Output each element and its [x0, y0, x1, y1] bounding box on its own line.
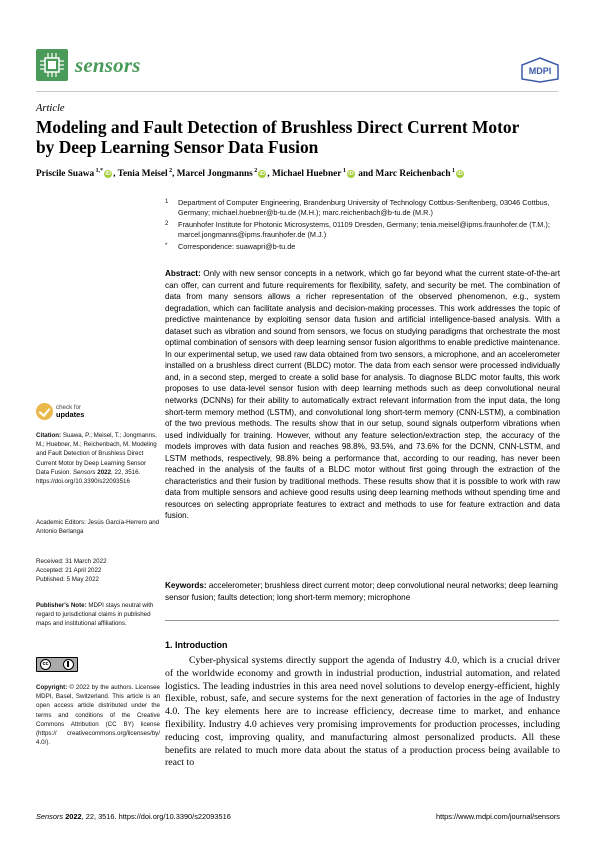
affiliation-item: [165, 220, 565, 240]
cc-by-license-icon[interactable]: [36, 657, 78, 672]
citation-year: 2022: [97, 468, 112, 476]
affiliation-mark: *: [165, 242, 168, 249]
citation-block: [36, 431, 160, 486]
keywords-label: Keywords:: [165, 581, 207, 590]
section-heading: 1. Introduction: [165, 640, 228, 650]
cc-icon: cc: [40, 659, 51, 670]
orcid-icon[interactable]: iD: [457, 170, 463, 177]
affiliation-mark: 1: [165, 199, 169, 205]
abstract: [165, 268, 560, 522]
introduction-paragraph: Cyber-physical systems directly support the agenda of Industry 4.0, which is a crucial driver of the worldwide economy and growth in industrial production, industrial automation, and related logistics. The leading industries in this area need novel solutions to develop energy-efficient, highly flexible, robust, safe, and secure systems for the next generation of factories in the age of Industry 4.0. The key elements here are to increase efficiency, decrease time to market, and enhance flexibility. Industry 4.0 achieves very promising improvements for production processes, including reducing cost, improving quality, and manufacturing almost personalized products. All these benefits are related to much more data about the status of a production process being available to react to: [165, 655, 560, 769]
published-date: Published: 5 May 2022: [36, 576, 99, 584]
affiliations: [165, 198, 565, 252]
author-name: Michael Huebner: [271, 169, 342, 179]
keywords: [165, 580, 560, 603]
section-divider: [165, 620, 559, 621]
header-divider: [36, 91, 558, 92]
author-affiliation-mark: 1,*: [94, 167, 104, 174]
dates-block: [36, 557, 160, 585]
by-person-icon: [63, 659, 74, 670]
author-affiliation-mark: 1: [450, 167, 456, 174]
copyright-block: [36, 683, 160, 747]
affiliation-text: Department of Computer Engineering, Brandenburg University of Technology Cottbus-Senftenberg, 03046 Cottbus, Germany; michael.huebner@b-tu.de (M.H.); marc.reichenbach@b-tu.de (M.R.): [178, 198, 550, 217]
keywords-text: accelerometer; brushless direct current motor; deep convolutional neural networks; deep learning sensor fusion; faults detection; long short-term memory; microphone: [165, 581, 558, 602]
affiliation-mark: 2: [165, 220, 169, 227]
orcid-icon[interactable]: iD: [348, 170, 354, 177]
publisher-note-text: MDPI stays neutral with regard to jurisdictional claims in published maps and institutional affiliations.: [36, 602, 154, 628]
abstract-text: Only with new sensor concepts in a network, which go far beyond what the current state-of-the-art can offer, can current and future requirements for flexibility, safety, and security be met. The combination of data from many sensors allows a richer representation of the observed phenomenon, e.g., system degradation, which can facilitate analysis and decision-making processes. This work addresses the topic of predictive maintenance by exploiting sensor data fusion and artificial intelligence-based analysis. With a dataset such as vibration and sound from sensors, we focus on studying paradigms that orchestrate the most optimal combination of sensors with deep learning sensor fusion algorithms to enable predictive maintenance. In our experimental setup, we used raw data obtained from two sensors, a microphone, and an accelerometer installed on a brushless direct current (BLDC) motor. The data from each sensor were processed individually and, in a second step, merged to create a solid base for analysis. To diagnose BLDC motor faults, this work proposes to use data-level sensor fusion with deep learning methods such as deep convolutional neural networks (DCNNs) for their ability to automatically extract relevant information from the input data, the long short-term memory method (LSTM), and convolutional long short-term memory (CNN-LSTM), a combination of the two previous methods. The results show that in our setup, sound signals outperform vibrations when used individually for training. However, without any feature selection/extraction step, the accuracy of the models improves with data fusion and reaches 98.8%, 93.5%, and 73.6% for the DCNN, CNN-LSTM, and LSTM methods, respectively, 98.8% being a performance that, according to our reading, has never been reached in the analysis of the faults of a BLDC motor without first going through the extraction of the characteristics and their fusion by traditional methods. These results show that it is possible to work with raw data from multiple sensors and achieve good results using deep learning methods without spending time and resources on selecting appropriate features to extract and methods to use for feature extraction and data fusion.: [165, 269, 560, 521]
copyright-text: © 2022 by the authors. Licensee MDPI, Basel, Switzerland. This article is an open access article distributed under the terms and conditions of the Creative Commons Attribution (CC BY) license (https:// creativecommons.org/licenses/by/ 4.0/).: [36, 684, 160, 747]
citation-label: Citation:: [36, 432, 62, 439]
mdpi-logo-icon: [520, 57, 560, 83]
mdpi-logo-text: MDPI: [528, 66, 552, 76]
citation-journal: Sensors: [72, 468, 96, 476]
article-type: Article: [36, 103, 65, 114]
footer-citation: [36, 812, 231, 821]
citation-rest[interactable]: , 22, 3516. https://doi.org/10.3390/s22093516: [36, 468, 141, 486]
publisher-note: [36, 601, 160, 629]
author-name: Tenia Meisel: [117, 169, 168, 179]
abstract-label: Abstract:: [165, 269, 201, 278]
citation-text: Suawa, P.; Meisel, T.; Jongmanns, M.; Huebner, M.; Reichenbach, M. Modeling and Fault Detection of Brushless Direct Current Motor by Deep Learning Sensor Data Fusion.: [36, 432, 157, 476]
check-updates-icon: [36, 403, 53, 420]
affiliation-text: Correspondence: suawapri@b-tu.de: [178, 241, 296, 251]
publisher-note-label: Publisher's Note:: [36, 602, 87, 609]
footer-doi[interactable]: , 22, 3516. https://doi.org/10.3390/s22093516: [81, 812, 231, 821]
academic-editors: Academic Editors: Jesús García-Herrero and Antonio Berlanga: [36, 519, 160, 536]
accepted-date: Accepted: 21 April 2022: [36, 567, 102, 575]
check-for-updates-badge[interactable]: [36, 402, 96, 426]
check-updates-line2: updates: [56, 410, 85, 419]
affiliation-item: [165, 242, 565, 252]
copyright-label: Copyright:: [36, 684, 68, 691]
footer-year: 2022: [65, 812, 82, 821]
affiliation-text: Fraunhofer Institute for Photonic Microsystems, 01109 Dresden, Germany; tenia.meisel@ipms.fraunhofer.de (T.M.); marcel.jongmanns@ipms.fraunhofer.de (M.J.): [178, 219, 550, 239]
orcid-icon[interactable]: iD: [105, 170, 111, 177]
footer-journal: Sensors: [36, 812, 64, 821]
author-affiliation-mark: 1: [341, 167, 346, 174]
author-affiliation-mark: 2: [167, 167, 173, 174]
journal-name: sensors: [75, 53, 141, 77]
received-date: Received: 31 March 2022: [36, 558, 107, 565]
author-name: Marcel Jongmanns: [176, 169, 253, 179]
affiliation-item: [165, 198, 565, 218]
author-affiliation-mark: 2: [252, 167, 258, 174]
footer-url[interactable]: https://www.mdpi.com/journal/sensors: [435, 812, 560, 821]
page-footer: [36, 812, 560, 821]
paper-title: Modeling and Fault Detection of Brushless Direct Current Motor by Deep Learning Sensor Data Fusion: [36, 117, 520, 157]
check-updates-line1: check for: [56, 404, 82, 411]
author-list: Priscile Suawa $^{1,*}$ iD , Tenia Meisel $^2$, Marcel Jongmanns $^2$ iD , Michael Huebner $^1$ iD and Marc Reichenbach $^1$ iD: [36, 167, 463, 179]
journal-logo-icon: [36, 49, 68, 81]
author-name: Marc Reichenbach: [375, 169, 451, 179]
orcid-icon[interactable]: iD: [259, 170, 266, 177]
author-name: Priscile Suawa: [36, 169, 95, 179]
